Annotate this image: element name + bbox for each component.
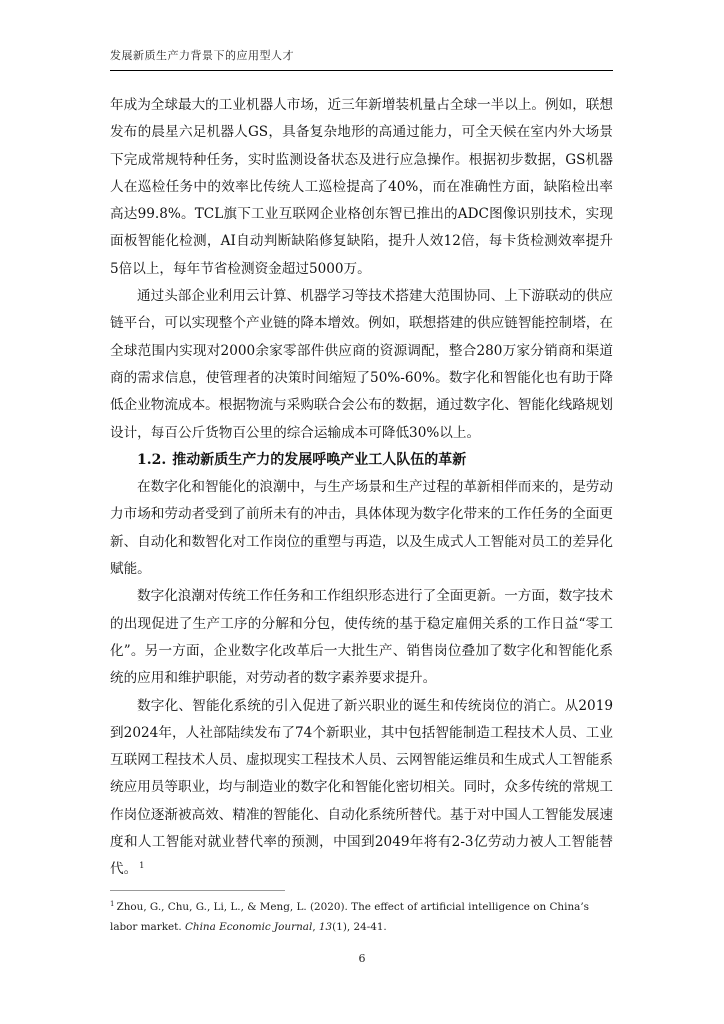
- footnote-volume: 13: [318, 921, 333, 933]
- section-heading: [110, 447, 613, 474]
- footnote-issue: (1), 24-41.: [332, 921, 387, 933]
- section-number: 1.2.: [137, 451, 167, 468]
- footnote-marker: 1: [110, 899, 115, 908]
- paragraph-3: 在数字化和智能化的浪潮中，与生产场景和生产过程的革新相伴而来的，是劳动力市场和劳动者受到了前所未有的冲击，具体体现为数字化带来的工作任务的全面更新、自动化和数智化对工作岗位的重塑与再造，以及生成式人工智能对员工的差异化赋能。: [110, 479, 613, 578]
- footnote-authors: Zhou, G., Chu, G., Li, L., & Meng, L. (2020). The effect of artificial intelligence on China’s labor market.: [110, 901, 589, 933]
- section-title: 推动新质生产力的发展呼唤产业工人队伍的革新: [172, 451, 467, 468]
- paragraph-2: 通过头部企业利用云计算、机器学习等技术搭建大范围协同、上下游联动的供应链平台，可以实现整个产业链的降本增效。例如，联想搭建的供应链智能控制塔，在全球范围内实现对2000余家零部件供应商的资源调配，整合280万家分销商和渠道商的需求信息，使管理者的决策时间缩短了50%-60%。数字化和智能化也有助于降低企业物流成本。根据物流与采购联合会公布的数据，通过数字化、智能化线路规划设计，每百公斤货物百公里的综合运输成本可降低30%以上。: [110, 288, 613, 441]
- paragraph-4: 数字化浪潮对传统工作任务和工作组织形态进行了全面更新。一方面，数字技术的出现促进了生产工序的分解和分包，使传统的基于稳定雇佣关系的工作日益“零工化”。另一方面，企业数字化改革后一大批生产、销售岗位叠加了数字化和智能化系统的应用和维护职能，对劳动者的数字素养要求提升。: [110, 588, 613, 687]
- paragraph-5: [110, 693, 613, 884]
- body-text: [110, 92, 613, 884]
- running-header: 发展新质生产力背景下的应用型人才: [110, 49, 294, 62]
- page-number: 6: [358, 952, 366, 965]
- footnote-reference[interactable]: 1: [139, 860, 145, 870]
- header-rule: [110, 70, 613, 71]
- footnote-rule: [110, 890, 285, 891]
- paragraph-1: 年成为全球最大的工业机器人市场，近三年新增装机量占全球一半以上。例如，联想发布的晨星六足机器人GS，具备复杂地形的高通过能力，可全天候在室内外大场景下完成常规特种任务，实时监测设备状态及进行应急操作。根据初步数据，GS机器人在巡检任务中的效率比传统人工巡检提高了40%，而在准确性方面，缺陷检出率高达99.8%。TCL旗下工业互联网企业格创东智已推出的ADC图像识别技术，实现面板智能化检测，AI自动判断缺陷修复缺陷，提升人效12倍，每卡货检测效率提升5倍以上，每年节省检测资金超过5000万。: [110, 97, 613, 277]
- footnote: $^1$ Zhou, G., Chu, G., Li, L., & Meng, L. (2020). The effect of artificial intelligence on China’s labor market. China Economic Journal, 13(1), 24-41.: [110, 899, 589, 933]
- footnote-journal: China Economic Journal: [184, 921, 313, 933]
- paragraph-5-text: 数字化、智能化系统的引入促进了新兴职业的诞生和传统岗位的消亡。从2019到2024年，人社部陆续发布了74个新职业，其中包括智能制造工程技术人员、工业互联网工程技术人员、虚拟现实工程技术人员、云网智能运维员和生成式人工智能系统应用员等职业，均与制造业的数字化和智能化密切相关。同时，众多传统的常规工作岗位逐渐被高效、精准的智能化、自动化系统所替代。基于对中国人工智能发展速度和人工智能对就业替代率的预测，中国到2049年将有2-3亿劳动力被人工智能替代。: [110, 697, 613, 878]
